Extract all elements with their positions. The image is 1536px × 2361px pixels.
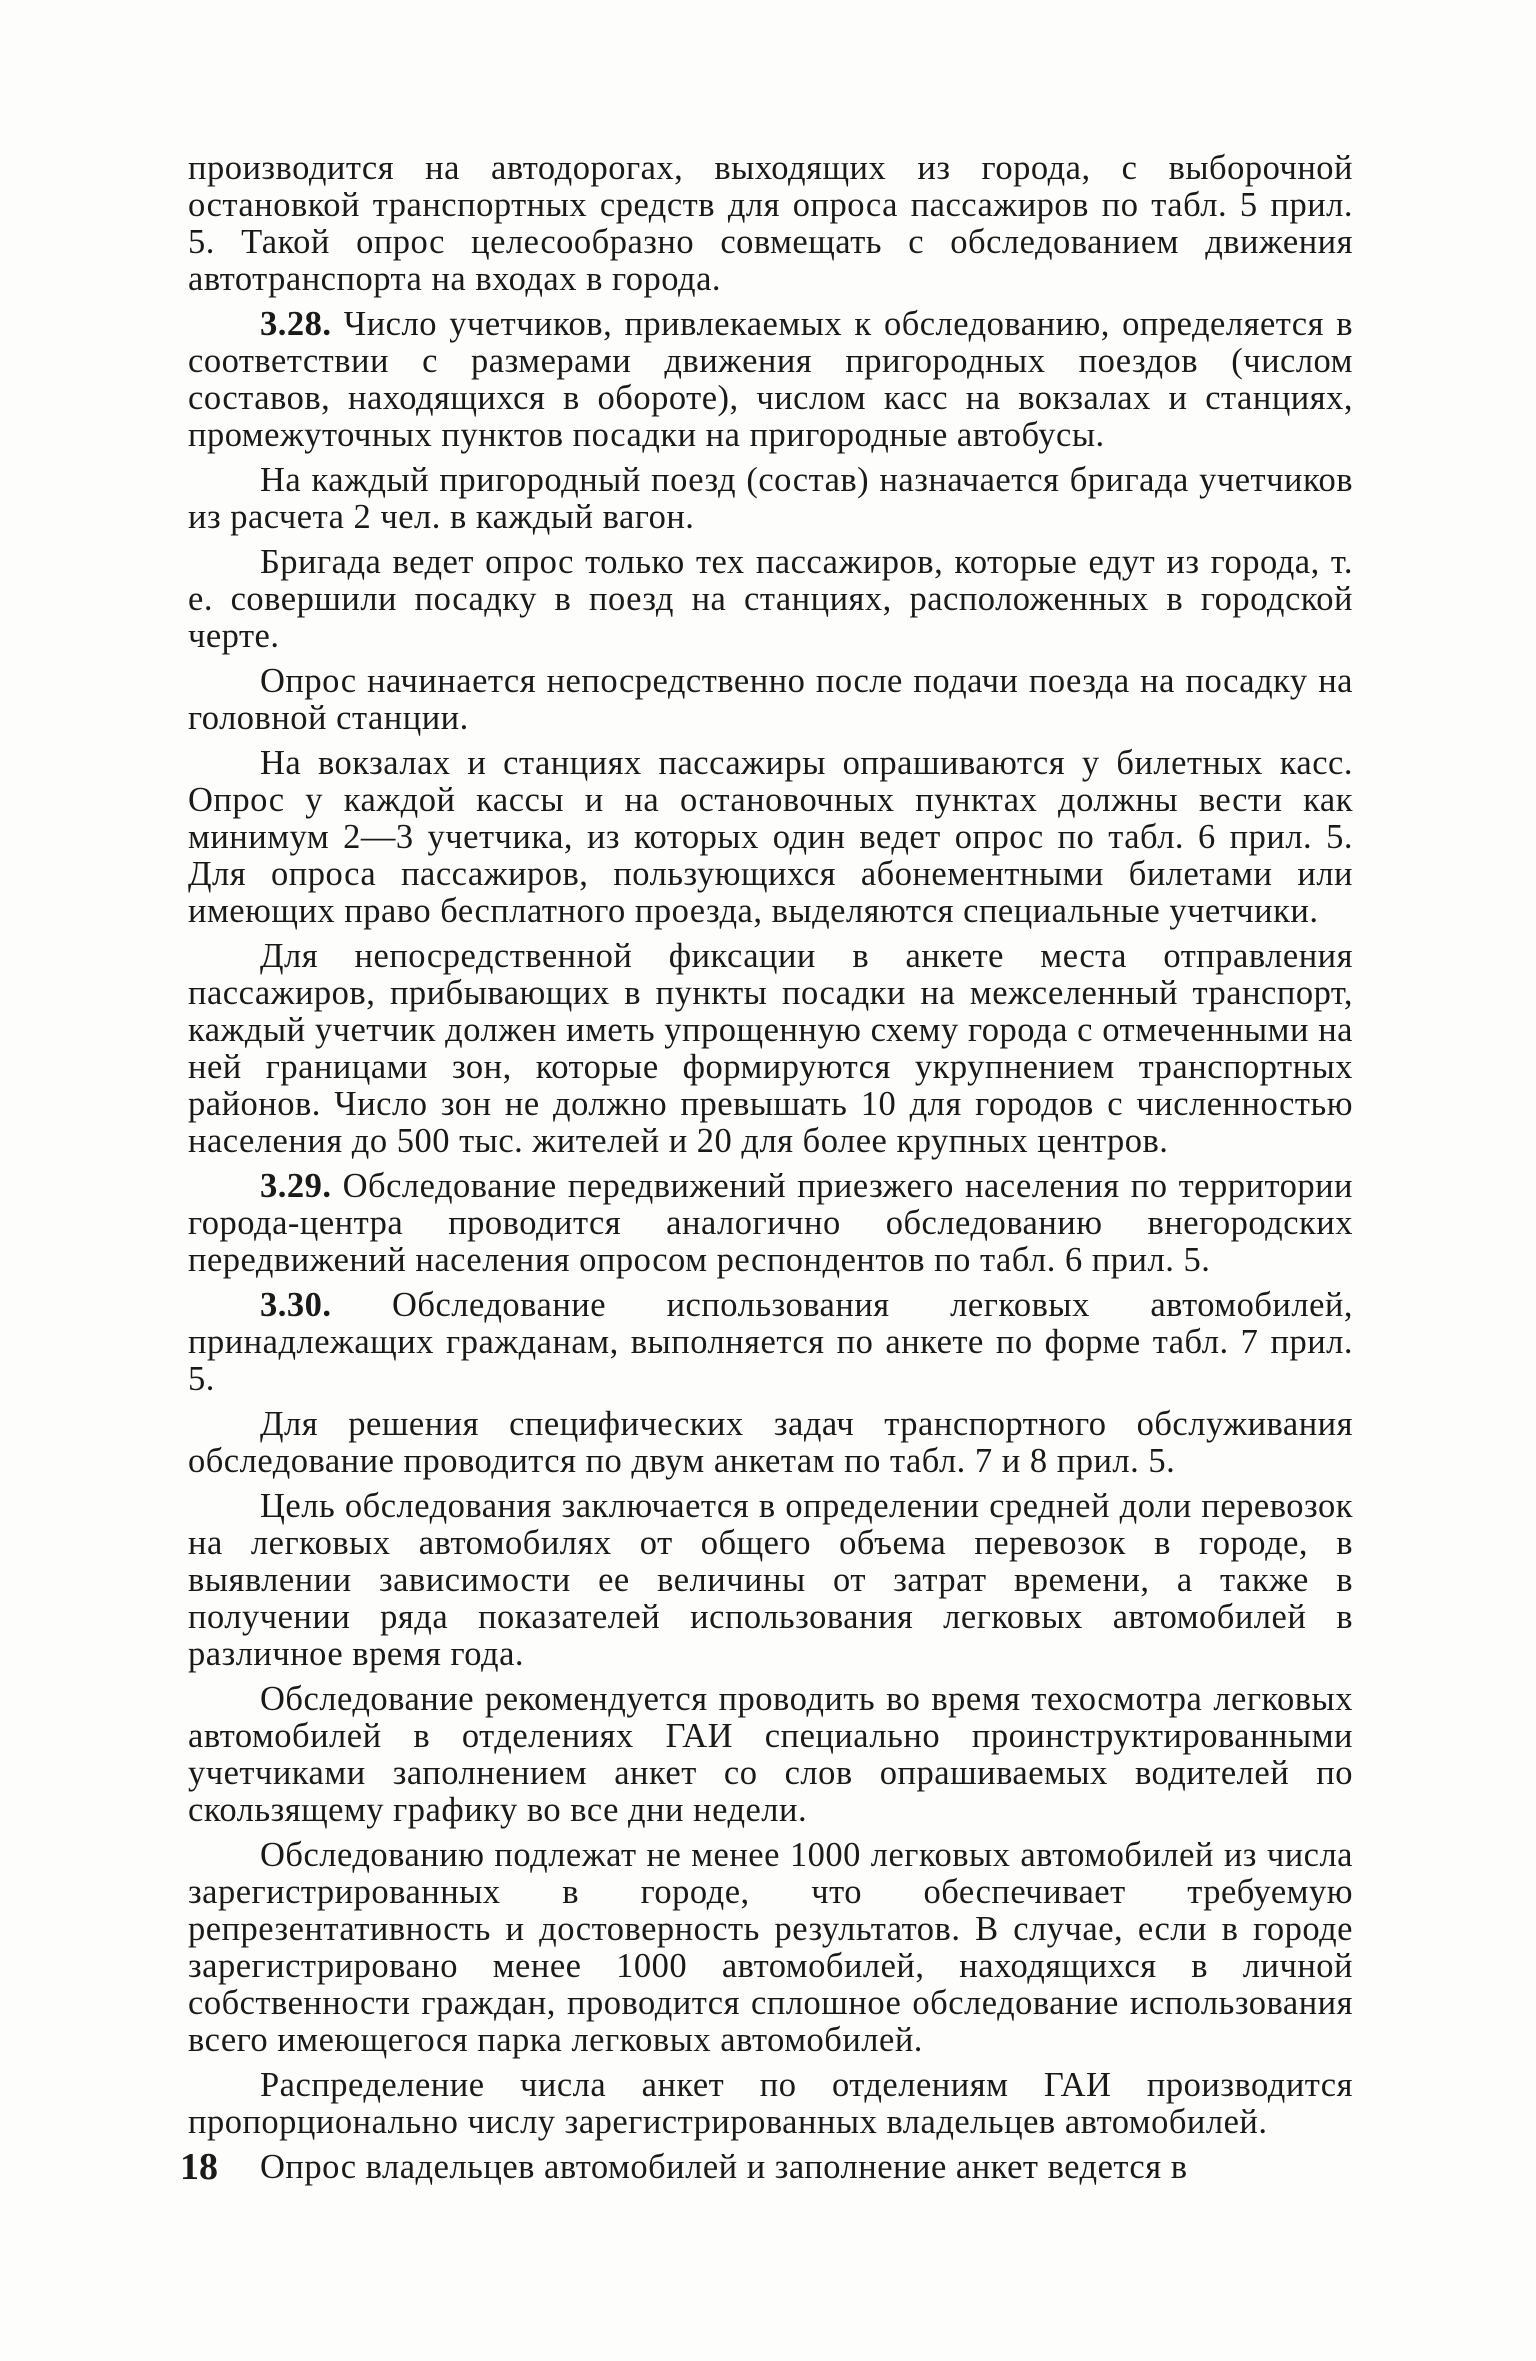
paragraph-3-30: 3.30. Обследование использования легковых автомобилей, принадлежащих гражданам, выполняется по анкете по форме табл. 7 прил. 5. [188,1286,1354,1398]
paragraph-continuation: производится на автодорогах, выходящих из города, с выборочной остановкой транспортных средств для опроса пассажиров по табл. 5 прил. 5. Такой опрос целесообразно совмещать с обследованием движения автотранспорта на входах в города. [188,149,1353,298]
paragraph: Обследование рекомендуется проводить во время техосмотра легковых автомобилей в отделениях ГАИ специально проинструктированными учетчиками заполнением анкет со слов опрашиваемых водителей по скользящему графику во все дни недели. [188,1680,1353,1829]
paragraph-3-29: 3.29. Обследование передвижений приезжего населения по территории города-центра проводится аналогично обследованию внегородских передвижений населения опросом респондентов по табл. 6 прил. 5. [188,1167,1354,1279]
paragraph: Цель обследования заключается в определении средней доли перевозок на легковых автомобилях от общего объема перевозок в городе, в выявлении зависимости ее величины от затрат времени, а также в получении ряда показателей использования легковых автомобилей в различное время года. [188,1487,1353,1673]
paragraph: Опрос владельцев автомобилей и заполнение анкет ведется в [260,2148,1188,2186]
paragraph-number: 3.30. [260,1286,332,1324]
paragraph: Опрос начинается непосредственно после подачи поезда на посадку на головной станции. [188,662,1353,737]
paragraph: На каждый пригородный поезд (состав) назначается бригада учетчиков из расчета 2 чел. в каждый вагон. [188,461,1353,536]
paragraph: На вокзалах и станциях пассажиры опрашиваются у билетных касс. Опрос у каждой кассы и на остановочных пунктах должны вести как минимум 2—3 учетчика, из которых один ведет опрос по табл. 6 прил. 5. Для опроса пассажиров, пользующихся абонементными билетами или имеющих право бесплатного проезда, выделяются специальные учетчики. [188,744,1353,930]
page-number: 18 [180,2146,218,2188]
body-text [188,150,1353,2186]
paragraph-number: 3.28. [260,305,332,343]
paragraph-number: 3.29. [260,1167,332,1205]
paragraph-3-28: 3.28. Число учетчиков, привлекаемых к обследованию, определяется в соответствии с размерами движения пригородных поездов (числом составов, находящихся в обороте), числом касс на вокзалах и станциях, промежуточных пунктов посадки на пригородные автобусы. [188,305,1354,454]
paragraph: Обследованию подлежат не менее 1000 легковых автомобилей из числа зарегистрированных в городе, что обеспечивает требуемую репрезентативность и достоверность результатов. В случае, если в городе зарегистрировано менее 1000 автомобилей, находящихся в личной собственности граждан, проводится сплошное обследование использования всего имеющегося парка легковых автомобилей. [188,1836,1353,2059]
paragraph: Распределение числа анкет по отделениям ГАИ производится пропорционально числу зарегистрированных владельцев автомобилей. [188,2066,1353,2141]
paragraph: Бригада ведет опрос только тех пассажиров, которые едут из города, т. е. совершили посадку в поезд на станциях, расположенных в городской черте. [188,543,1353,655]
paragraph: Для непосредственной фиксации в анкете места отправления пассажиров, прибывающих в пункты посадки на межселенный транспорт, каждый учетчик должен иметь упрощенную схему города с отмеченными на ней границами зон, которые формируются укрупнением транспортных районов. Число зон не должно превышать 10 для городов с численностью населения до 500 тыс. жителей и 20 для более крупных центров. [188,937,1353,1160]
paragraph: Для решения специфических задач транспортного обслуживания обследование проводится по двум анкетам по табл. 7 и 8 прил. 5. [188,1405,1353,1480]
